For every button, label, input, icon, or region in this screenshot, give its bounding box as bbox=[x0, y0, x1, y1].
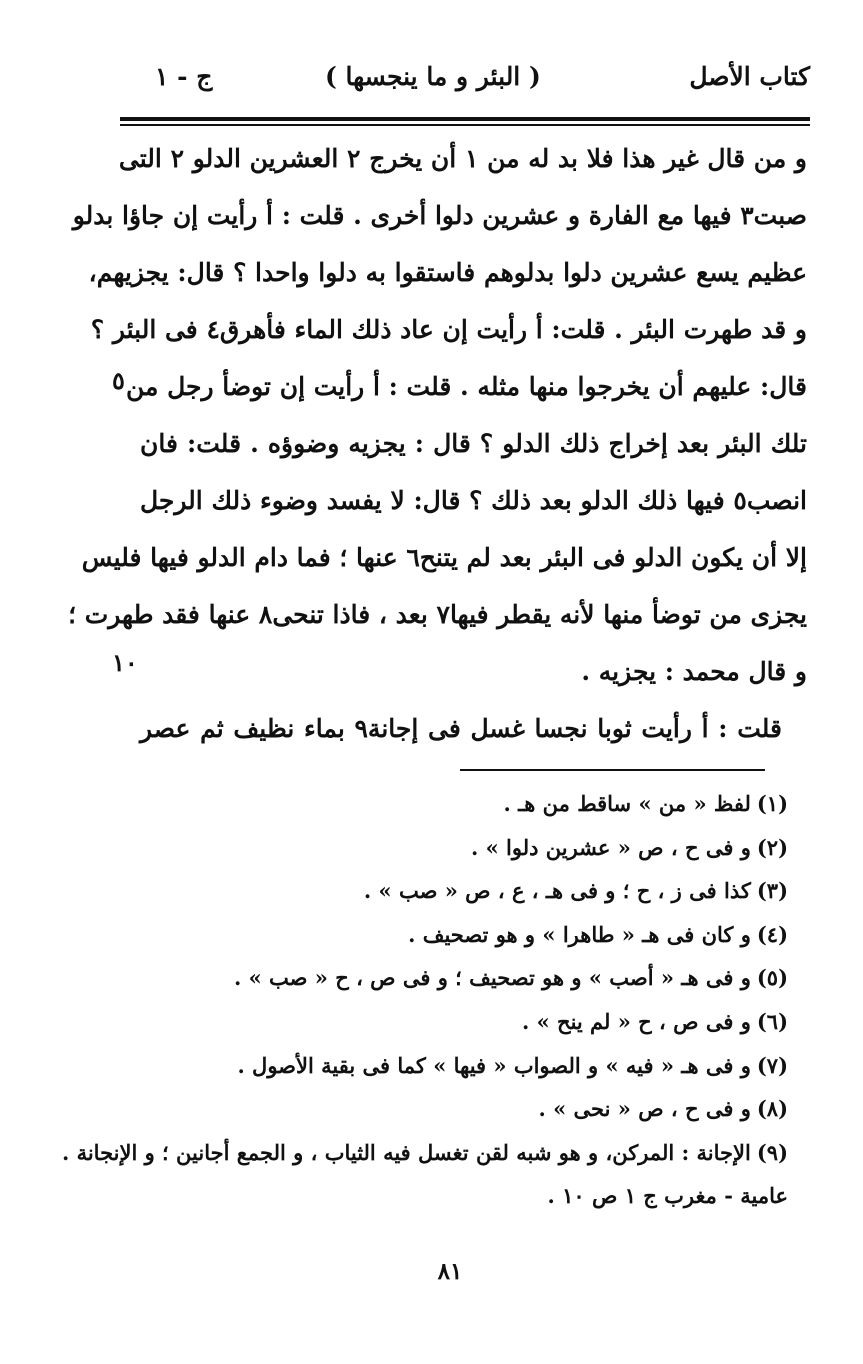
footnote-number: (٨) bbox=[756, 1096, 788, 1122]
text-line: و قال محمد : يجزيه . bbox=[581, 657, 807, 686]
footnote-text: كذا فى ز ، ح ؛ و فى هـ ، ع ، ص « صب » . bbox=[363, 878, 751, 904]
footnote bbox=[130, 1044, 788, 1088]
footnote-number: (٥) bbox=[756, 965, 788, 991]
line-marker-10: ١٠ bbox=[112, 648, 138, 677]
footnote-text: و فى هـ « أصب » و هو تصحيف ؛ و فى ص ، ح « صب » . bbox=[233, 965, 751, 991]
text-line: عظيم يسع عشرين دلوا بدلوهم فاستقوا به دلوا واحدا ؟ قال: يجزيهم، bbox=[88, 258, 807, 287]
footnote-number: (٢) bbox=[756, 834, 788, 860]
footnote bbox=[130, 782, 788, 826]
text-line: و قد طهرت البئر . قلت: أ رأيت إن عاد ذلك الماء فأهرق٤ فى البئر ؟ bbox=[90, 315, 807, 344]
footnote-text: و فى ح ، ص « عشرين دلوا » . bbox=[470, 834, 751, 860]
text-line: قال: عليهم أن يخرجوا منها مثله . قلت : أ رأيت إن توضأ رجل من bbox=[126, 372, 807, 401]
footnote bbox=[130, 956, 788, 1000]
footnote-text: لفظ « من » ساقط من هـ . bbox=[503, 791, 751, 816]
footnote-text: و فى هـ « فيه » و الصواب « فيها » كما فى بقية الأصول . bbox=[237, 1052, 751, 1078]
text-line: انصب٥ فيها ذلك الدلو بعد ذلك ؟ قال: لا يفسد وضوء ذلك الرجل bbox=[140, 486, 807, 515]
text-line: تلك البئر بعد إخراج ذلك الدلو ؟ قال : يجزيه وضوؤه . قلت: فان bbox=[140, 429, 807, 458]
footnote bbox=[130, 913, 788, 957]
footnote-number: (٩) bbox=[756, 1139, 788, 1165]
running-header bbox=[120, 62, 810, 102]
page-number: ٨١ bbox=[437, 1258, 463, 1285]
footnote-text: و فى ح ، ص « نحى » . bbox=[538, 1096, 751, 1122]
footnote-continuation bbox=[130, 1174, 788, 1218]
footnote-text: الإجانة : المركن، و هو شبه لقن تغسل فيه الثياب ، و الجمع أجانين ؛ و الإنجانة . bbox=[61, 1139, 751, 1165]
footnote-number: (٧) bbox=[756, 1052, 788, 1078]
header-rule-thin bbox=[120, 124, 810, 126]
volume-label: ج - ١ bbox=[155, 62, 213, 91]
book-title: كتاب الأصل bbox=[689, 62, 810, 91]
chapter-title: ( البئر و ما ينجسها ) bbox=[325, 62, 541, 91]
text-line: يجزى من توضأ منها لأنه يقطر فيها٧ بعد ، فاذا تنحى٨ عنها فقد طهرت ؛ bbox=[68, 600, 807, 629]
footnote bbox=[130, 869, 788, 913]
text-line: قلت : أ رأيت ثوبا نجسا غسل فى إجانة٩ بماء نظيف ثم عصر bbox=[140, 714, 782, 743]
footnote-number: (٤) bbox=[756, 921, 788, 947]
footnote-separator bbox=[460, 769, 765, 771]
footnote bbox=[130, 826, 788, 870]
footnote-text: و فى ص ، ح « لم ينح » . bbox=[521, 1008, 751, 1034]
line-marker-5: ٥ bbox=[112, 366, 125, 395]
footnote-text: و كان فى هـ « طاهرا » و هو تصحيف . bbox=[408, 921, 751, 947]
header-rule-thick bbox=[120, 117, 810, 121]
footnote-number: (١) bbox=[756, 791, 788, 816]
footnote-number: (٦) bbox=[756, 1008, 788, 1034]
footnotes bbox=[61, 782, 788, 1218]
text-line: إلا أن يكون الدلو فى البئر بعد لم يتنح٦ عنها ؛ فما دام الدلو فيها فليس bbox=[81, 543, 807, 572]
footnote bbox=[130, 1000, 788, 1044]
text-line: و من قال غير هذا فلا بد له من ١ أن يخرج ٢ العشرين الدلو ٢ التى bbox=[118, 144, 807, 173]
footnote-number: (٣) bbox=[756, 878, 788, 904]
text-line: صبت٣ فيها مع الفارة و عشرين دلوا أخرى . قلت : أ رأيت إن جاؤا بدلو bbox=[72, 201, 807, 230]
footnote-text: عامية - مغرب ج ١ ص ١٠ . bbox=[547, 1183, 788, 1209]
footnote bbox=[61, 1131, 788, 1175]
footnote bbox=[130, 1087, 788, 1131]
